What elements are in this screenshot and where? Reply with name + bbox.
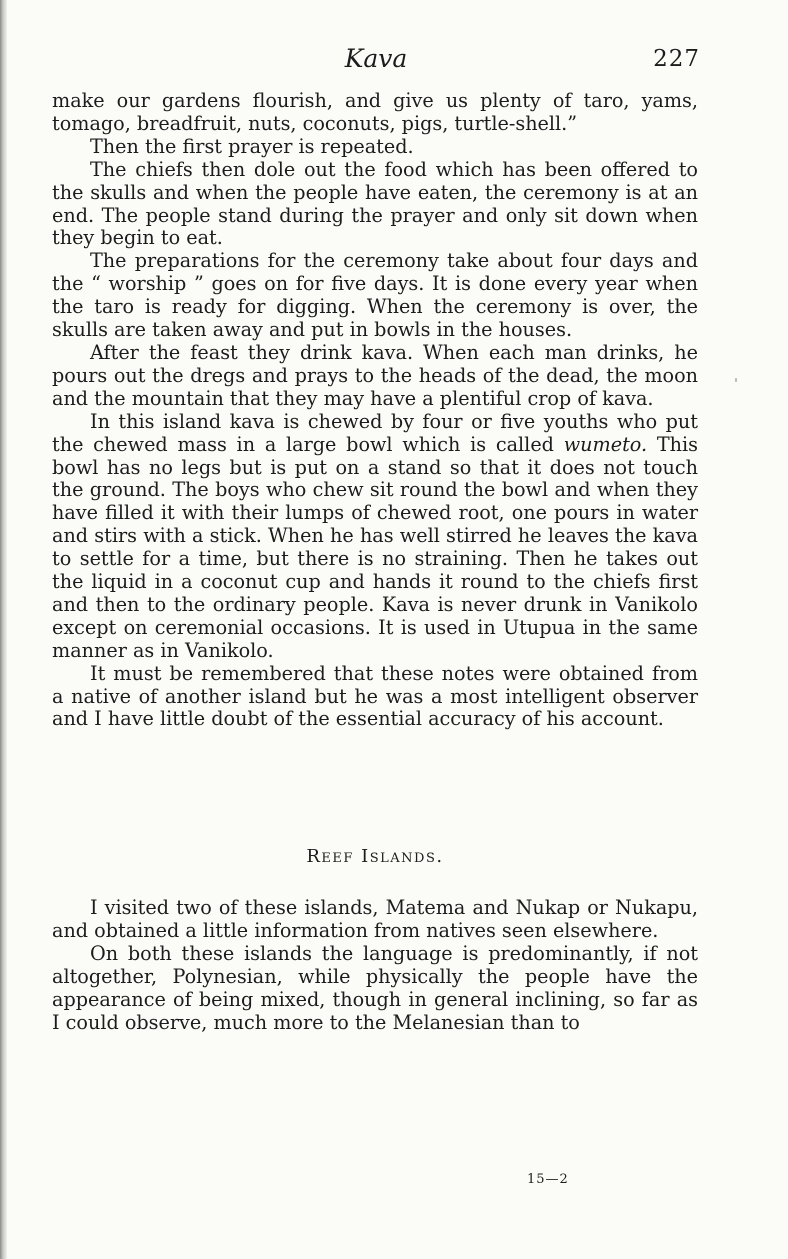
section-heading: Reef Islands.: [306, 846, 444, 867]
paragraph: I visited two of these islands, Matema and Nukap or Nukapu, and obtained a little information from natives seen elsewhere.: [52, 896, 698, 942]
paragraph-kava-chewing: [52, 411, 698, 663]
binding-gutter: [0, 0, 7, 1259]
paragraph: After the feast they drink kava. When each man drinks, he pours out the dregs and prays to the heads of the dead, the moon and the mountain that they may have a plentiful crop of kava.: [52, 340, 698, 410]
paragraph: The preparations for the ceremony take about four days and the “ worship ” goes on for five days. It is done every year when the taro is ready for digging. When the ceremony is over, the skulls are taken away and put in bowls in the houses.: [52, 249, 698, 342]
paragraph-text: This bowl has no legs but is put on a stand so that it does not touch the ground. The boys who chew sit round the bowl and when they have filled it with their lumps of chewed root, one pours in water and stirs with a stick. When he has well stirred he leaves the kava to settle for a time, but there is no straining. Then he takes out the liquid in a coconut cup and hands it round to the chiefs first and then to the ordinary people. Kava is never drunk in Vanikolo except on ceremonial occasions. It is used in Utupua in the same manner as in Vanikolo.: [52, 432, 698, 662]
paragraph-continuation: make our gardens flourish, and give us plenty of taro, yams, tomago, breadfruit, nuts, coconuts, pigs, turtle-shell.”: [52, 89, 698, 135]
running-title: Kava: [344, 44, 408, 73]
section-text-block: [52, 897, 698, 1034]
main-text-block: [52, 90, 698, 731]
paragraph: It must be remembered that these notes were obtained from a native of another island but he was a most intelligent observer and I have little doubt of the essential accuracy of his account.: [52, 661, 698, 731]
paper-speck: [735, 378, 737, 382]
paragraph: The chiefs then dole out the food which has been offered to the skulls and when the people have eaten, the ceremony is at an end. The people stand during the prayer and only sit down when they begin to eat.: [52, 157, 698, 250]
paragraph-text: In this island kava is chewed by four or five youths who put the chewed mass in a large bowl which is called: [52, 409, 698, 456]
printer-signature: 15—2: [527, 1172, 569, 1187]
paragraph: On both these islands the language is predominantly, if not altogether, Polynesian, while physically the people have the appearance of being mixed, though in general inclining, so far as I could observe, much more to the Melanesian than to: [52, 941, 698, 1034]
paragraph: Then the first prayer is repeated.: [90, 134, 414, 158]
italic-term: wumeto.: [563, 432, 648, 456]
page-number: 227: [653, 46, 700, 72]
running-head: [52, 44, 700, 78]
